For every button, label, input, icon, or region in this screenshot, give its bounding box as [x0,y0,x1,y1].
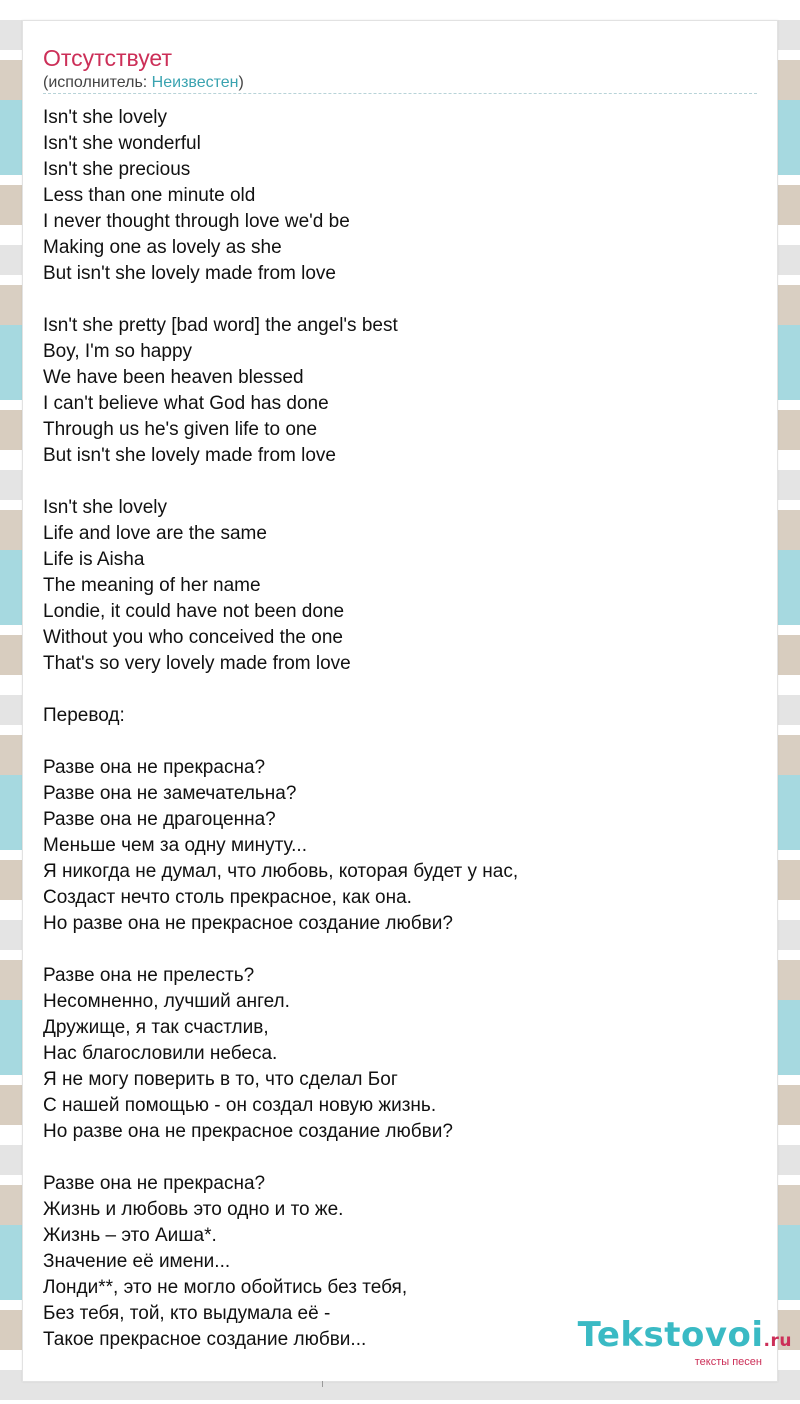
lyrics-line: Значение её имени... [43,1251,231,1272]
lyrics-line: Нас благословили небеса. [43,1043,278,1064]
logo-main-text: Tekstovoi [577,1315,764,1355]
site-logo[interactable] [577,1315,792,1368]
lyrics-line: Но разве она не прекрасное создание любви? [43,1121,453,1142]
lyrics-line: I can't believe what God has done [43,393,329,414]
lyrics-line: Разве она не драгоценна? [43,809,276,830]
lyrics-line: Без тебя, той, кто выдумала её - [43,1303,331,1324]
lyrics-line: Life is Aisha [43,549,145,570]
lyrics-line [43,677,743,703]
lyrics-text [43,105,743,1353]
lyrics-line: Жизнь и любовь это одно и то же. [43,1199,344,1220]
lyrics-line: Лонди**, это не могло обойтись без тебя, [43,1277,408,1298]
lyrics-line: Создаст нечто столь прекрасное, как она. [43,887,412,908]
lyrics-line: Isn't she lovely [43,497,168,518]
lyrics-line: Перевод: [43,705,125,726]
logo-wordmark [577,1315,792,1358]
lyrics-line: Дружище, я так счастлив, [43,1017,269,1038]
lyrics-line: Меньше чем за одну минуту... [43,835,307,856]
lyrics-line: Разве она не прекрасна? [43,1173,266,1194]
artist-link[interactable]: Неизвестен [151,74,239,91]
lyrics-line: Making one as lovely as she [43,237,282,258]
lyrics-line: Londie, it could have not been done [43,601,345,622]
lyrics-line: But isn't she lovely made from love [43,263,336,284]
artist-line [43,74,244,92]
lyrics-line: That's so very lovely made from love [43,653,351,674]
lyrics-line: Несомненно, лучший ангел. [43,991,290,1012]
lyrics-line: Isn't she lovely [43,107,168,128]
artist-prefix: (исполнитель: [43,74,152,91]
lyrics-line [43,1145,743,1171]
lyrics-line: Less than one minute old [43,185,256,206]
lyrics-line: The meaning of her name [43,575,261,596]
title-divider [43,93,757,94]
lyrics-line: Without you who conceived the one [43,627,343,648]
logo-domain-suffix: .ru [763,1331,792,1351]
lyrics-line: We have been heaven blessed [43,367,304,388]
lyrics-line: I never thought through love we'd be [43,211,350,232]
bottom-marker [322,1381,323,1387]
lyrics-line [43,287,743,313]
lyrics-line: Я никогда не думал, что любовь, которая будет у нас, [43,861,519,882]
artist-suffix: ) [238,74,244,91]
lyrics-line [43,729,743,755]
song-title: Отсутствует [43,45,172,71]
logo-tagline: тексты песен [694,1356,762,1368]
lyrics-line [43,937,743,963]
lyrics-line: Isn't she precious [43,159,191,180]
lyrics-line: Life and love are the same [43,523,267,544]
lyrics-line: Такое прекрасное создание любви... [43,1329,367,1350]
lyrics-line: С нашей помощью - он создал новую жизнь. [43,1095,437,1116]
lyrics-line [43,469,743,495]
lyrics-line: Я не могу поверить в то, что сделал Бог [43,1069,398,1090]
lyrics-line: Isn't she pretty [bad word] the angel's best [43,315,398,336]
lyrics-line: Разве она не прекрасна? [43,757,266,778]
lyrics-line: But isn't she lovely made from love [43,445,336,466]
lyrics-line: Isn't she wonderful [43,133,201,154]
lyrics-line: Boy, I'm so happy [43,341,193,362]
lyrics-line: Разве она не прелесть? [43,965,255,986]
lyrics-line: Но разве она не прекрасное создание любви? [43,913,453,934]
lyrics-card [22,20,778,1382]
lyrics-line: Жизнь – это Аиша*. [43,1225,217,1246]
lyrics-line: Through us he's given life to one [43,419,318,440]
lyrics-line: Разве она не замечательна? [43,783,297,804]
